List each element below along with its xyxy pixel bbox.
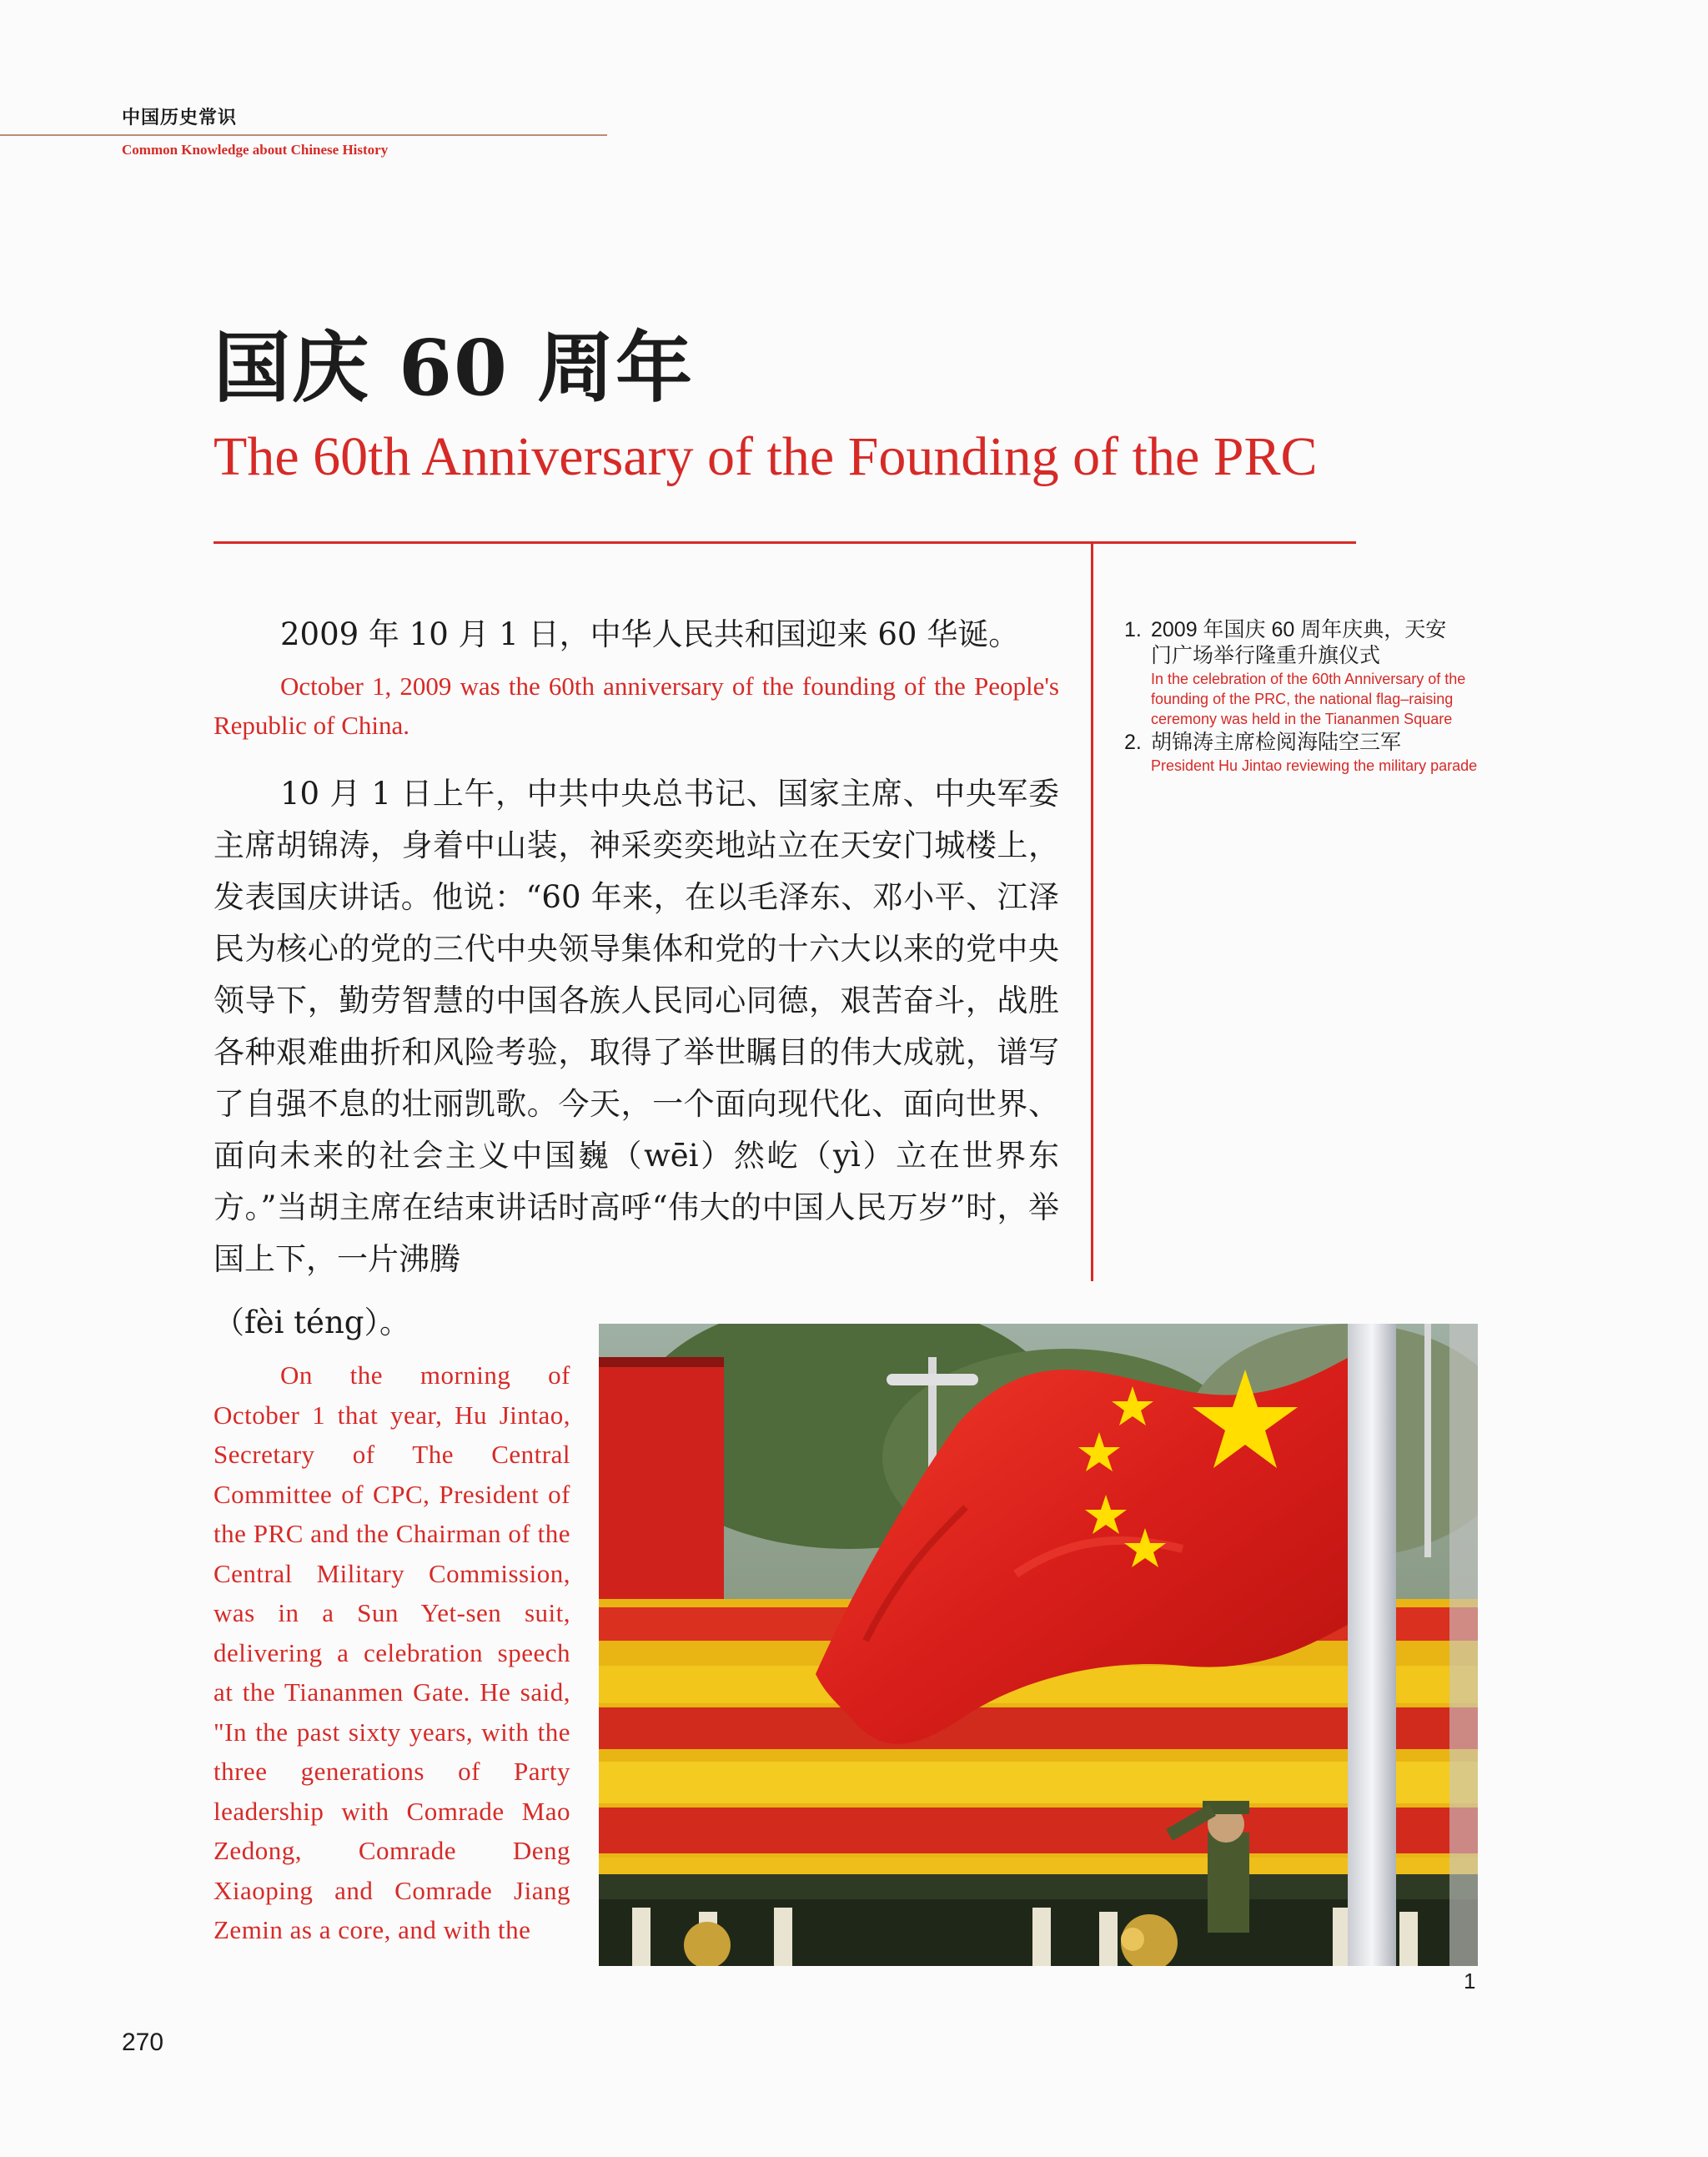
caption-1-cn <box>1124 617 1479 669</box>
paragraph-2-cn: 10 月 1 日上午，中共中央总书记、国家主席、中央军委主席胡锦涛，身着中山装，神采奕奕地站立在天安门城楼上，发表国庆讲话。他说：“60 年来，在以毛泽东、邓小平、江泽民为核心的党的三代中央领导集体和党的十六大以来的党中央领导下，勤劳智慧的中国各族人民同心同德，艰苦奋斗，战胜各种艰难曲折和风险考验，取得了举世瞩目的伟大成就，谱写了自强不息的壮丽凯歌。今天，一个面向现代化、面向世界、面向未来的社会主义中国巍（wēi）然屹（yì）立在世界东方。”当胡主席在结束讲话时高呼“伟大的中国人民万岁”时，举国上下，一片沸腾 <box>214 776 1059 1277</box>
column-rule <box>1091 543 1093 1281</box>
flag-raising-photo <box>599 1324 1478 1966</box>
running-header-en: Common Knowledge about Chinese History <box>122 142 389 158</box>
caption-1-en: In the celebration of the 60th Anniversary of the founding of the PRC, the national flag–raising ceremony was held in the Tiananmen Square <box>1151 671 1466 727</box>
page-title-en: The 60th Anniversary of the Founding of the PRC <box>214 426 1318 487</box>
caption-2-en: President Hu Jintao reviewing the military parade <box>1151 757 1478 774</box>
caption-2 <box>1124 730 1479 776</box>
paragraph-1-cn: 2009 年 10 月 1 日，中华人民共和国迎来 60 华诞。 <box>280 616 1020 652</box>
caption-2-cn <box>1124 730 1479 756</box>
caption-1-cn-rest: 门广场举行隆重升旗仪式 <box>1151 644 1381 667</box>
caption-2-cn-first: 胡锦涛主席检阅海陆空三军 <box>1151 731 1402 754</box>
header-rule <box>0 134 607 136</box>
page-number: 270 <box>122 2029 164 2056</box>
paragraph-1-en: October 1, 2009 was the 60th anniversary of the founding of the People's Republic of China. <box>214 671 1059 740</box>
page-title-cn: 国庆 60 周年 <box>214 323 695 413</box>
paragraph-2-cn-end: （fèi téng）。 <box>214 1305 410 1340</box>
title-rule <box>214 541 1356 544</box>
paragraph-2-en: On the morning of October 1 that year, Hu Jintao, Secretary of The Central Committee of CPC, President of the PRC and the Chairman of the Central Military Commission, was in a Sun Yet-sen suit, delivering a celebration speech at the Tiananmen Gate. He said, "In the past sixty years, with the three generations of Party leadership with Comrade Mao Zedong, Comrade Deng Xiaoping and Comrade Jiang Zemin as a core, and with the <box>214 1360 570 1944</box>
caption-1-cn-first: 2009 年国庆 60 周年庆典，天安 <box>1151 618 1447 641</box>
photo-number: 1 <box>1464 1968 1476 1994</box>
caption-1 <box>1124 617 1479 729</box>
running-header-cn: 中国历史常识 <box>122 107 238 128</box>
caption-1-number: 1. <box>1124 618 1142 641</box>
caption-2-number: 2. <box>1124 731 1142 754</box>
